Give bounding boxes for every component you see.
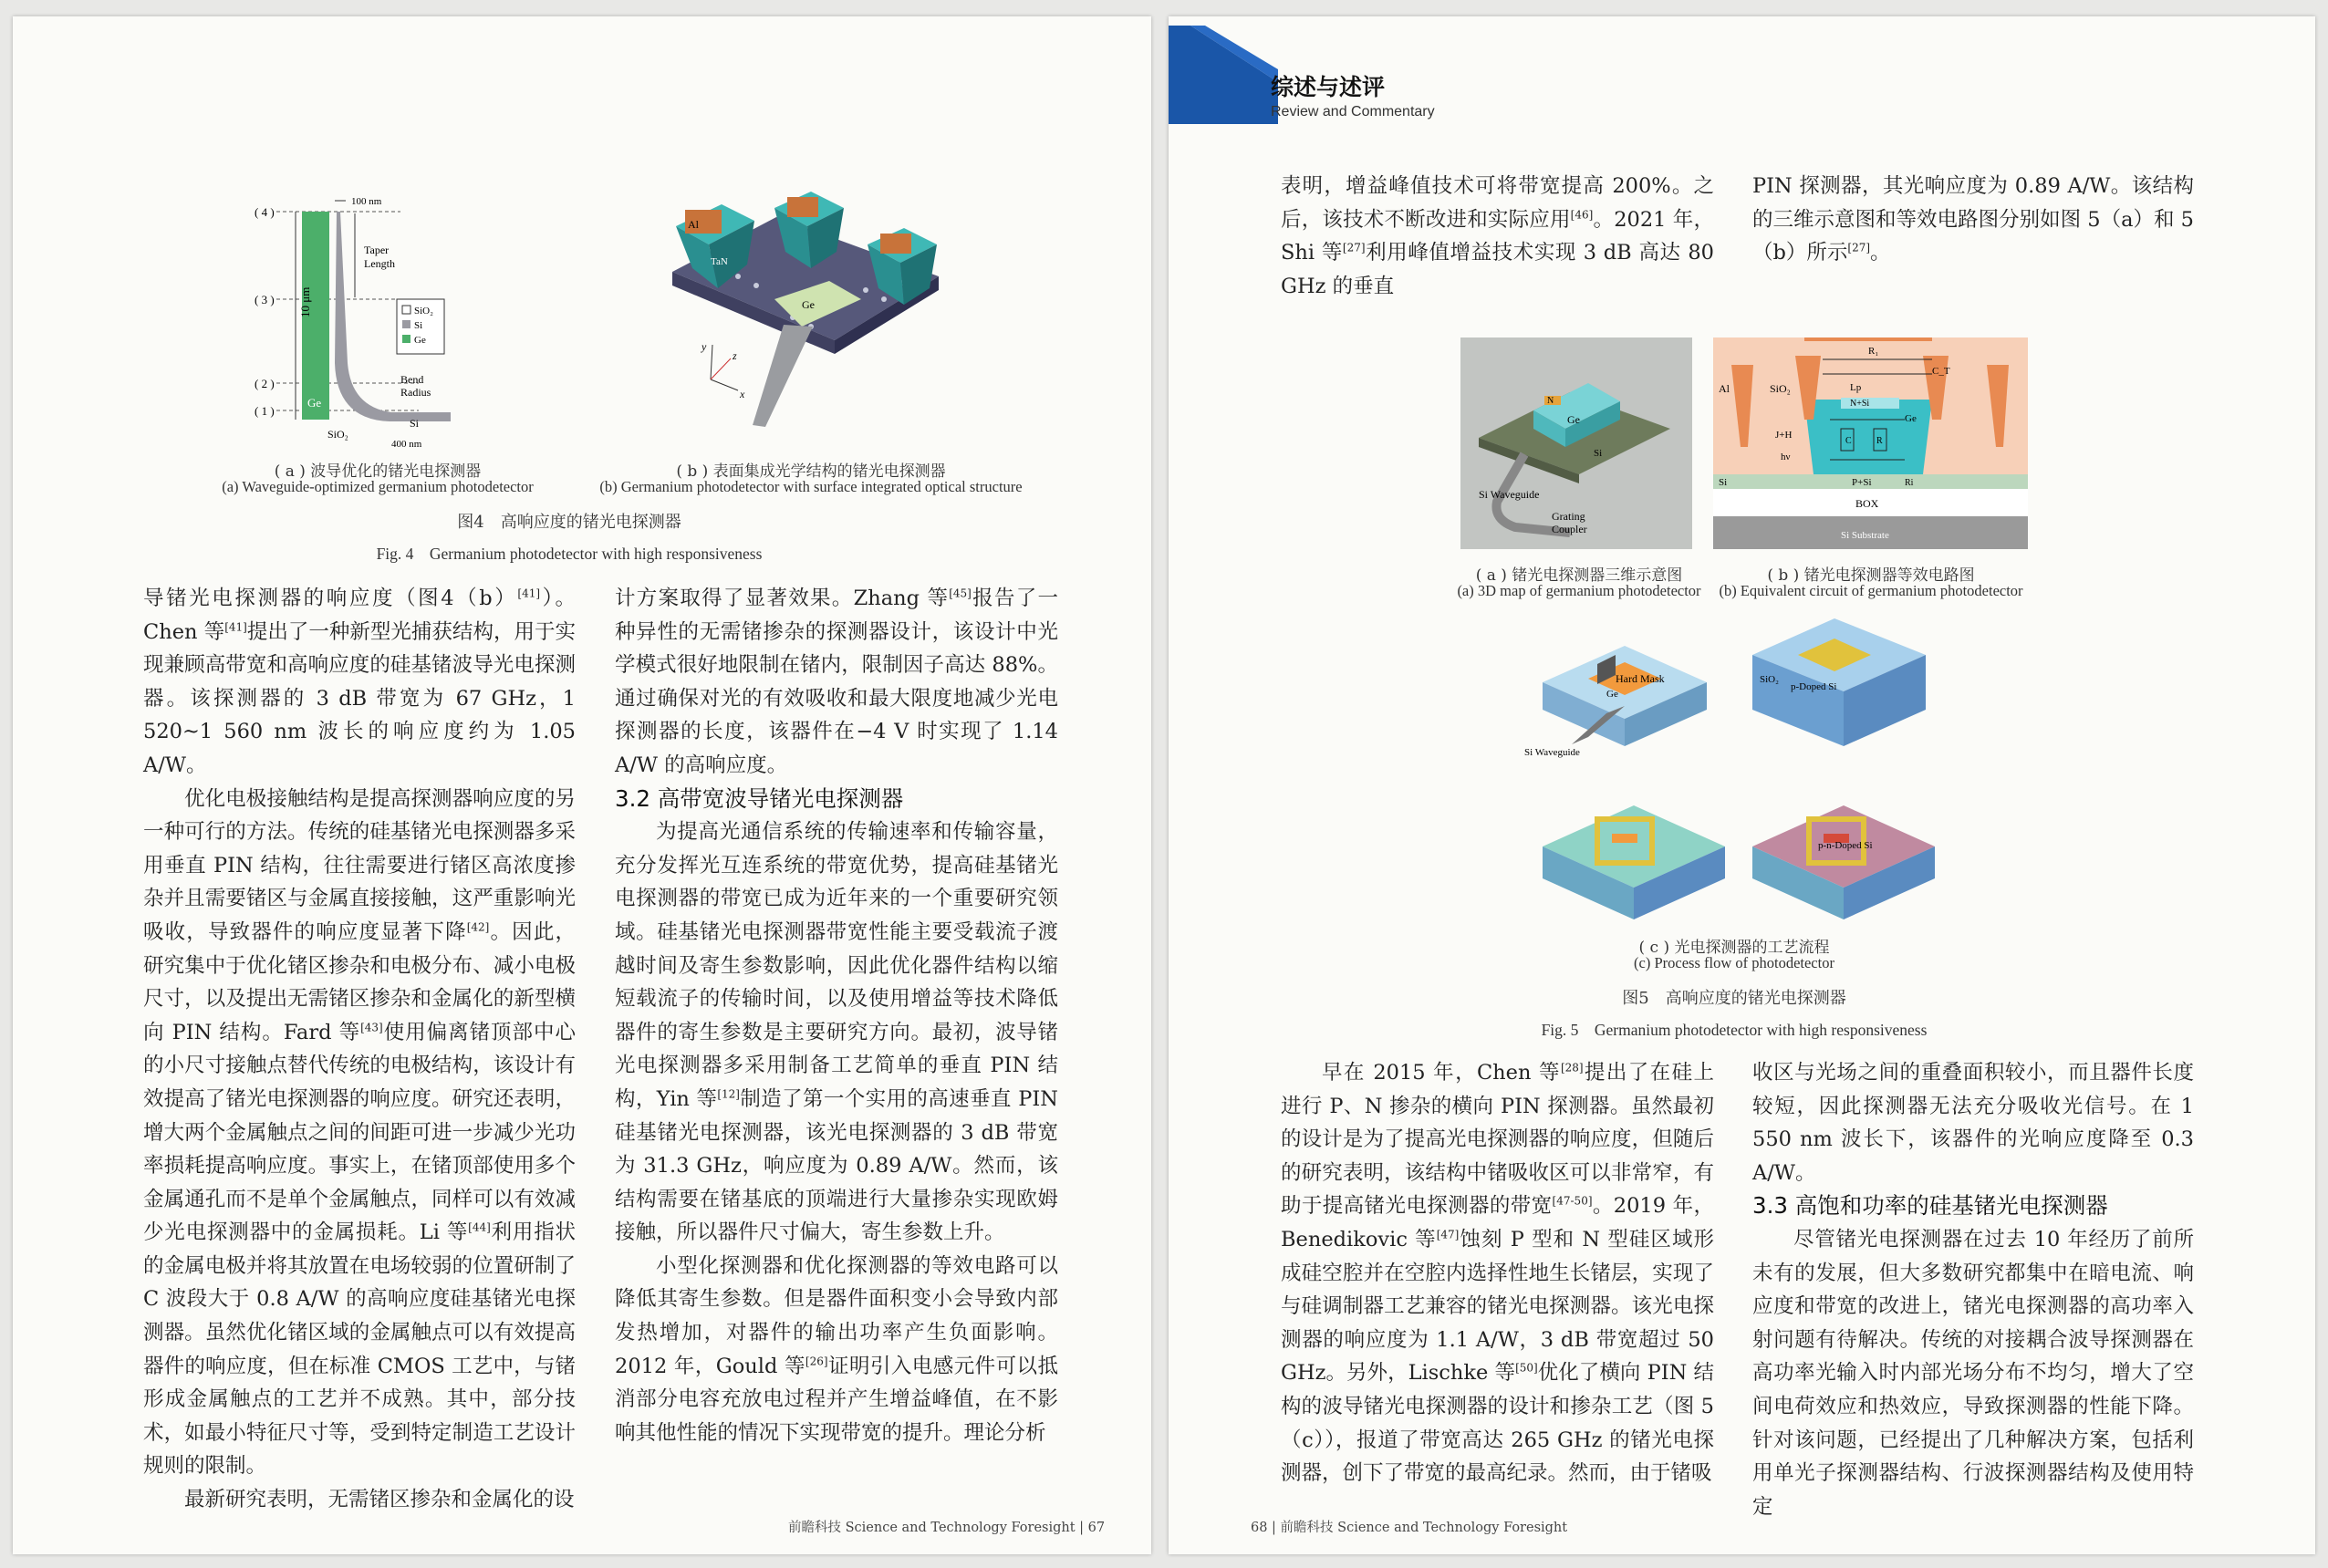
- text-run: 尽管锗光电探测器在过去 10 年经历了前所未有的发展，但大多数研究都集中在暗电流、响应度和带宽的改进上，锗光电探测器的高功率入射问题有待解决。传统的对接耦合波导探测器在高功率光输入时内部光场分布不均匀，增大了空间电荷效应和热效应，导致探测器的性能下降。针对该问题，已经提出了几种解决方案，包括利用单光子探测器结构、行波探测器结构及使用特定: [1752, 1227, 2194, 1519]
- text-run: 优化电极接触结构是提高探测器响应度的另一种可行的方法。传统的硅基锗光电探测器多采用垂直 PIN 结构，往往需要进行锗区高浓度掺杂并且需要锗区与金属直接接触，这严重影响光吸收，导致器件的响应度显著下降: [143, 786, 576, 944]
- text-run: 利用峰值增益技术实现 3 dB 高达 80 GHz 的垂直: [1281, 241, 1714, 298]
- header-section-en: Review and Commentary: [1271, 104, 1435, 119]
- lp-label: Lp: [1850, 382, 1862, 393]
- sio2-label-b: SiO₂: [1770, 382, 1791, 395]
- fig5c-caption-en: (c) Process flow of photodetector: [1634, 954, 1834, 971]
- level-3-label: ( 3 ): [255, 293, 275, 306]
- p-doped-label: p-Doped Si: [1791, 681, 1837, 692]
- citation-ref[interactable]: [12]: [717, 1087, 740, 1101]
- taper-label-1: Taper: [364, 244, 390, 256]
- box-label: BOX: [1855, 497, 1879, 510]
- fig4b-caption-cn: ( b ) 表面集成光学结构的锗光电探测器: [676, 462, 946, 481]
- text-run: 。: [1870, 241, 1891, 265]
- citation-ref[interactable]: [46]: [1570, 208, 1594, 222]
- right-top-column-1: [1281, 170, 1714, 303]
- si-waveguide-label-c: Si Waveguide: [1524, 747, 1580, 758]
- c-label: C: [1845, 436, 1852, 446]
- text-run: 蚀刻 P 型和 N 型硅区域形成硅空腔并在空腔内选择性地生长锗层，实现了与硅调制器工艺兼容的锗光电探测器。该光电探测器的响应度为 1.1 A/W，3 dB 带宽超过 50 GHz。另外，Lischke 等: [1281, 1227, 1714, 1386]
- header-logo: [1169, 16, 1278, 126]
- text-run: 优化了横向 PIN 结构的波导锗光电探测器的设计和掺杂工艺（图 5（c）），报道了带宽高达 265 GHz 的锗光电探测器，创下了带宽的最高纪录。然而，由于锗吸: [1281, 1361, 1714, 1486]
- nsi-label: N+Si: [1850, 399, 1870, 409]
- paragraph: [143, 783, 576, 1483]
- text-run: ）。Chen 等: [143, 587, 576, 644]
- fig5c-caption-cn: ( c ) 光电探测器的工艺流程: [1638, 939, 1830, 957]
- right-bottom-column-2: [1752, 1056, 2194, 1523]
- citation-ref[interactable]: [41]: [224, 620, 247, 634]
- ge-label-c: Ge: [1606, 689, 1618, 700]
- right-footer: 68 | 前瞻科技 Science and Technology Foresight: [1251, 1521, 1568, 1535]
- sio2-label-c: SiO₂: [1760, 674, 1779, 685]
- legend-sio2: SiO₂: [414, 306, 433, 317]
- dim-400nm: 400 nm: [391, 439, 422, 450]
- text-run: 使用偏离锗顶部中心的小尺寸接触点替代传统的电极结构，该设计有效提高了锗光电探测器的响应度。研究还表明，增大两个金属触点之间的间距可进一步减少光功率损耗提高响应度。事实上，在锗顶部使用多个金属通孔而不是单个金属触点，同样可以有效减少光电探测器中的金属损耗。Li 等: [143, 1020, 576, 1245]
- section-heading: 3.2 高带宽波导锗光电探测器: [615, 784, 904, 812]
- text-run: 提出了一种新型光捕获结构，用于实现兼顾高带宽和高响应度的硅基锗波导光电探测器。该探测器的 3 dB 带宽为 67 GHz，1 520~1 560 nm 波长的响应度约为 1.05 A/W。: [143, 619, 576, 777]
- ct-label: C_T: [1932, 366, 1950, 377]
- citation-ref[interactable]: [42]: [466, 920, 490, 934]
- left-column-2: [615, 582, 1058, 1449]
- axis-y: y: [702, 340, 707, 353]
- text-run: 。2019 年，Benedikovic 等: [1281, 1194, 1714, 1251]
- al-label-b: Al: [1719, 382, 1730, 395]
- ge-label-b: Ge: [802, 298, 815, 311]
- fig5a-caption-cn: ( a ) 锗光电探测器三维示意图: [1475, 566, 1683, 585]
- text-run: PIN 探测器，其光响应度为 0.89 A/W。该结构的三维示意图和等效电路图分别如图 5（a）和 5（b）所示: [1752, 174, 2194, 265]
- legend-si: Si: [414, 320, 423, 331]
- fig4-title-cn: 图4 高响应度的锗光电探测器: [457, 513, 681, 532]
- r1-label: R₁: [1868, 346, 1879, 357]
- sio2-label: SiO₂: [327, 428, 348, 441]
- si-label: Si: [410, 417, 420, 430]
- left-footer: 前瞻科技 Science and Technology Foresight | 67: [788, 1521, 1106, 1535]
- fig4a-caption-en: (a) Waveguide-optimized germanium photodetector: [222, 478, 534, 495]
- citation-ref[interactable]: [43]: [360, 1021, 383, 1034]
- psi-label: P+Si: [1852, 477, 1872, 488]
- fig5-title-en: Fig. 5 Germanium photodetector with high responsiveness: [1541, 1021, 1928, 1039]
- paragraph: [1752, 1223, 2194, 1523]
- figure4-panel-a: [245, 181, 546, 454]
- figure5-panel-a: [1460, 337, 1692, 549]
- paragraph: [143, 1483, 576, 1517]
- header-section-cn: 综述与述评: [1271, 74, 1386, 100]
- taper-label-2: Length: [364, 257, 395, 270]
- jh-label: J+H: [1775, 430, 1793, 441]
- left-column-1: [143, 582, 576, 1517]
- svg-text:Coupler: Coupler: [1552, 523, 1587, 535]
- paragraph: [1752, 1056, 2194, 1189]
- text-run: 计方案取得了显著效果。Zhang 等: [615, 587, 950, 610]
- citation-ref[interactable]: [27]: [1847, 241, 1871, 254]
- fig5-title-cn: 图5 高响应度的锗光电探测器: [1622, 989, 1846, 1008]
- paragraph: [1281, 170, 1714, 303]
- fig5b-caption-cn: ( b ) 锗光电探测器等效电路图: [1767, 566, 1975, 585]
- axis-x: x: [740, 388, 745, 400]
- hard-mask-label: Hard Mask: [1616, 672, 1665, 685]
- figure4-panel-b: [665, 181, 966, 454]
- fig5b-caption-en: (b) Equivalent circuit of germanium photodetector: [1719, 582, 2023, 599]
- ge-label: Ge: [307, 396, 322, 410]
- text-run: 。因此，研究集中于优化锗区掺杂和电极分布、减小电极尺寸，以及提出无需锗区掺杂和金属化的新型横向 PIN 结构。Fard 等: [143, 919, 576, 1044]
- level-1-label: ( 1 ): [255, 404, 275, 418]
- right-page: [1169, 16, 2315, 1554]
- text-run: 最新研究表明，无需锗区掺杂和金属化的设: [184, 1488, 575, 1512]
- citation-ref[interactable]: [50]: [1515, 1361, 1538, 1375]
- dim-100nm: 100 nm: [351, 196, 382, 207]
- r-label: R: [1876, 436, 1883, 446]
- paragraph: [1281, 1056, 1714, 1490]
- text-run: 为提高光通信系统的传输速率和传输容量，充分发挥光互连系统的带宽优势，提高硅基锗光电探测器的带宽已成为近年来的一个重要研究领域。硅基锗光电探测器带宽性能主要受载流子渡越时间及寄生参数影响，因此优化器件结构以缩短载流子的传输时间，以及使用增益等技术降低器件的寄生参数是主要研究方向。最初，波导锗光电探测器多采用制备工艺简单的垂直 PIN 结构，Yin 等: [615, 820, 1058, 1111]
- si-waveguide-label-a: Si Waveguide: [1479, 488, 1540, 501]
- al-label: Al: [688, 218, 699, 231]
- citation-ref[interactable]: [47-50]: [1552, 1194, 1593, 1208]
- ge-label-b5: Ge: [1905, 413, 1917, 424]
- figure5-panel-b: [1713, 337, 2028, 549]
- right-bottom-column-1: [1281, 1056, 1714, 1490]
- citation-ref[interactable]: [26]: [805, 1355, 828, 1368]
- si-label-a: Si: [1594, 448, 1603, 459]
- citation-ref[interactable]: [47]: [1436, 1228, 1460, 1241]
- text-run: 报告了一种异性的无需锗掺杂的探测器设计，该设计中光学模式很好地限制在锗内，限制因子高达 88%。通过确保对光的有效吸收和最大限度地减少光电探测器的长度，该器件在−4 V 时实现了 1.14 A/W 的高响应度。: [615, 587, 1058, 777]
- legend-ge: Ge: [414, 335, 426, 346]
- right-top-column-2: [1752, 170, 2194, 270]
- paragraph: [615, 1250, 1058, 1450]
- citation-ref[interactable]: [27]: [1342, 241, 1366, 254]
- axis-z: z: [733, 349, 737, 362]
- si-label-b: Si: [1719, 477, 1728, 488]
- paragraph: [615, 815, 1058, 1250]
- length-label: 10 μm: [298, 286, 312, 317]
- svg-text:Bend: Bend: [400, 373, 424, 386]
- text-run: 利用指状的金属电极并将其放置在电场较弱的位置研制了 C 波段大于 0.8 A/W 的高响应度硅基锗光电探测器。虽然优化锗区域的金属触点可以有效提高器件的响应度，但在标准 CMOS 工艺中，与锗形成金属触点的工艺并不成熟。其中，部分技术，如最小特征尺寸等，受到特定制造工艺设计规则的限制。: [143, 1220, 576, 1479]
- ri-label: Ri: [1905, 478, 1914, 488]
- text-run: 。2021 年，Shi 等: [1281, 207, 1714, 265]
- paragraph: [1752, 170, 2194, 270]
- paragraph: [143, 582, 576, 783]
- svg-text:Grating: Grating: [1552, 510, 1585, 523]
- fig4b-caption-en: (b) Germanium photodetector with surface integrated optical structure: [599, 478, 1023, 495]
- svg-text:Radius: Radius: [400, 386, 431, 399]
- citation-ref[interactable]: [45]: [949, 587, 972, 600]
- citation-ref[interactable]: [41]: [517, 587, 541, 600]
- pn-doped-label: p-n-Doped Si: [1818, 840, 1873, 851]
- text-run: 表明，增益峰值技术可将带宽提高 200%。之后，该技术不断改进和实际应用: [1281, 174, 1714, 232]
- fig4-title-en: Fig. 4 Germanium photodetector with high responsiveness: [376, 545, 763, 563]
- text-run: 收区与光场之间的重叠面积较小，而且器件长度较短，因此探测器无法充分吸收光信号。在 1 550 nm 波长下，该器件的光响应度降至 0.3 A/W。: [1752, 1061, 2194, 1185]
- ge-label-a: Ge: [1567, 413, 1580, 426]
- fig4a-caption-cn: ( a ) 波导优化的锗光电探测器: [274, 462, 482, 481]
- figure5-panel-c: [1524, 618, 1953, 929]
- fig5a-caption-en: (a) 3D map of germanium photodetector: [1457, 582, 1701, 599]
- text-run: 导锗光电探测器的响应度（图4（b）: [143, 587, 518, 610]
- level-4-label: ( 4 ): [255, 205, 275, 219]
- citation-ref[interactable]: [28]: [1560, 1061, 1584, 1075]
- substrate-label: Si Substrate: [1841, 530, 1889, 541]
- tan-label: TaN: [711, 256, 728, 267]
- text-run: 早在 2015 年，Chen 等: [1322, 1061, 1561, 1085]
- n-label-a: N: [1547, 396, 1554, 406]
- text-run: 小型化探测器和优化探测器的等效电路可以降低其寄生参数。但是器件面积变小会导致内部发热增加，对器件的输出功率产生负面影响。2012 年，Gould 等: [615, 1253, 1058, 1378]
- left-page: [13, 16, 1151, 1554]
- hv-label: hν: [1781, 452, 1791, 462]
- section-heading: 3.3 高饱和功率的硅基锗光电探测器: [1752, 1192, 2108, 1220]
- text-run: 提出了在硅上进行 P、N 掺杂的横向 PIN 探测器。虽然最初的设计是为了提高光电探测器的响应度，但随后的研究表明，该结构中锗吸收区可以非常窄，有助于提高锗光电探测器的带宽: [1281, 1061, 1714, 1219]
- text-run: 证明引入电感元件可以抵消部分电容充放电过程并产生增益峰值，在不影响其他性能的情况下实现带宽的提升。理论分析: [615, 1354, 1058, 1445]
- text-run: 制造了第一个实用的高速垂直 PIN 硅基锗光电探测器，该光电探测器的 3 dB 带宽为 31.3 GHz，响应度为 0.89 A/W。然而，该结构需要在锗基底的顶端进行大量掺杂实现欧姆接触，所以器件尺寸偏大，寄生参数上升。: [615, 1086, 1058, 1245]
- citation-ref[interactable]: [44]: [468, 1220, 491, 1234]
- paragraph: [615, 582, 1058, 783]
- level-2-label: ( 2 ): [255, 377, 275, 390]
